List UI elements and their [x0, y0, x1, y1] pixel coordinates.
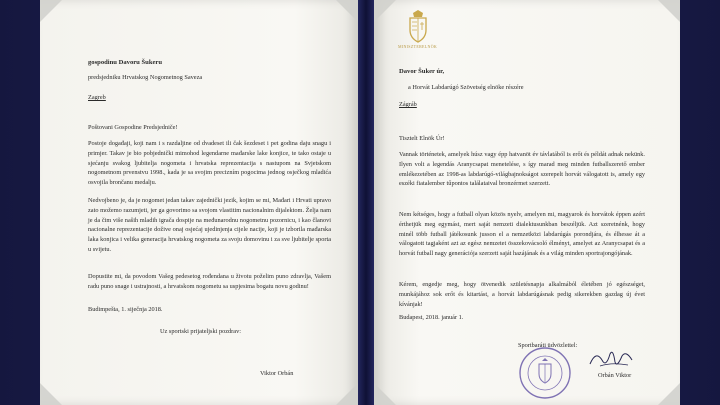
letter-paragraph: Postoje događaji, koji nam i s razdaljine od dvadeset ili čak šezdeset i pet godina daju snagu i primjer. Takav je bio pobjednički mimohod legendarne mađarske lake konjice, te tako ostaje u sjećanju svakog ljubitelja nogometa i hrvatska reprezentacija s nastupom na Svjetskom nogometnom prvenstvu 1998., kada je sa svojim precizním pogocima jednog osječkog mladića osvojila brončanu medalju.: [88, 140, 331, 187]
handwritten-signature-icon: [586, 346, 636, 372]
salutation: Poštovani Gospodine Predsjedniče!: [88, 124, 178, 131]
photo-corner: [40, 0, 62, 22]
folder-spine: [358, 0, 374, 405]
crest-caption: MINISZTERELNÖK: [398, 44, 438, 49]
letter-paragraph: Kérem, engedje meg, hogy ötvenedik születésnapja alkalmából életében jó egészséget, munkájához sok erőt és kitartást, a horvát labdarúgásnak pedig sikerekben gazdag új évet kívánjak!: [399, 281, 645, 308]
letter-paragraph: Dopustite mi, da povodom Vašeg pedesetog rođendana u životu poželim puno zdravlja, Vašem radu puno snage i ustrajnosti, a hrvatskom nogometu sa uspjesima bogatu novu godinu!: [88, 273, 331, 290]
letter-paragraph: Vannak történetek, amelyek húsz vagy épp hatvanöt év távlatából is erőt és példát adnak nekünk. Ilyen volt a legendás Aranycsapat menetelése, s így marad meg minden futballszerető ember emlékezetében az 1998-as labdarúgó-világbajnokságot szerepelt horvát válogatott is, amely egy eszéki fiatalember tűpontos találataival bronzérmet szerzett.: [399, 151, 645, 188]
photo-corner: [374, 383, 396, 405]
photo-corner: [658, 0, 680, 22]
addressee-city: Zágráb: [399, 101, 417, 108]
photo-corner: [336, 0, 358, 22]
signatory-name: Orbán Viktor: [598, 372, 632, 379]
addressee-name: Davor Šuker úr,: [399, 68, 445, 75]
letter-paragraph: Nedvojbeno je, da je nogomet jedan takav zajednički jezik, kojim se mi, Mađari i Hrvati upravo zato možemo razumjeti, jer ga govorimo sa svojom vlastitim nacionalnim dijalektom. Želja nam je da čim više naših mladih igrača dospije na međunarodnu nogometnu pozornicu, i kao članovi nacionalne reprezentacije doživе onaj osjećaj ujedinjenja cijele nacije, koji je izborila mađarska laka konjica i velika generacija hrvatskog nogometa za svoju domovinu i za sve ljubitelje sporta u svijetu.: [88, 197, 331, 253]
salutation: Tisztelt Elnök Úr!: [399, 135, 445, 142]
signatory-name: Viktor Orbán: [260, 370, 294, 377]
letter-paragraph: Nem kétséges, hogy a futball olyan közös nyelv, amelyen mi, magyarok és horvátok éppen azért érthetjük meg egymást, mert saját nemzeti dialektusunkban beszéljük. Azt szeretnénk, hogy minél több futball játékosunk jusson el a nemzetközi labdarúgás porondjára, és élhesse át a válogatott tagjaként azt az egész nemzetet összekovácsoló élményt, amelyet az Aranycsapat és a horvát futball nagy generációja szerzett saját hazájának és a világ minden sportrajongójának.: [399, 211, 645, 258]
official-stamp-icon: [518, 346, 572, 400]
closing-line: Sportbaráti üdvözlettel:: [518, 342, 578, 349]
letter-date: Budimpešta, 1. siječnja 2018.: [88, 306, 163, 313]
closing-line: Uz sportski prijateljski pozdrav:: [160, 328, 241, 335]
photo-corner: [658, 383, 680, 405]
letter-date: Budapest, 2018. január 1.: [399, 314, 464, 321]
addressee-name: gospodinu Davoru Šukeru: [88, 59, 163, 66]
photo-corner: [336, 383, 358, 405]
addressee-title: a Horvát Labdarúgó Szövetség elnöke részére: [408, 84, 524, 91]
addressee-title: predsjedniku Hrvatskog Nogometnog Saveza: [88, 74, 203, 81]
addressee-city: Zagreb: [88, 94, 106, 101]
photo-corner: [374, 0, 396, 22]
photo-corner: [40, 383, 62, 405]
